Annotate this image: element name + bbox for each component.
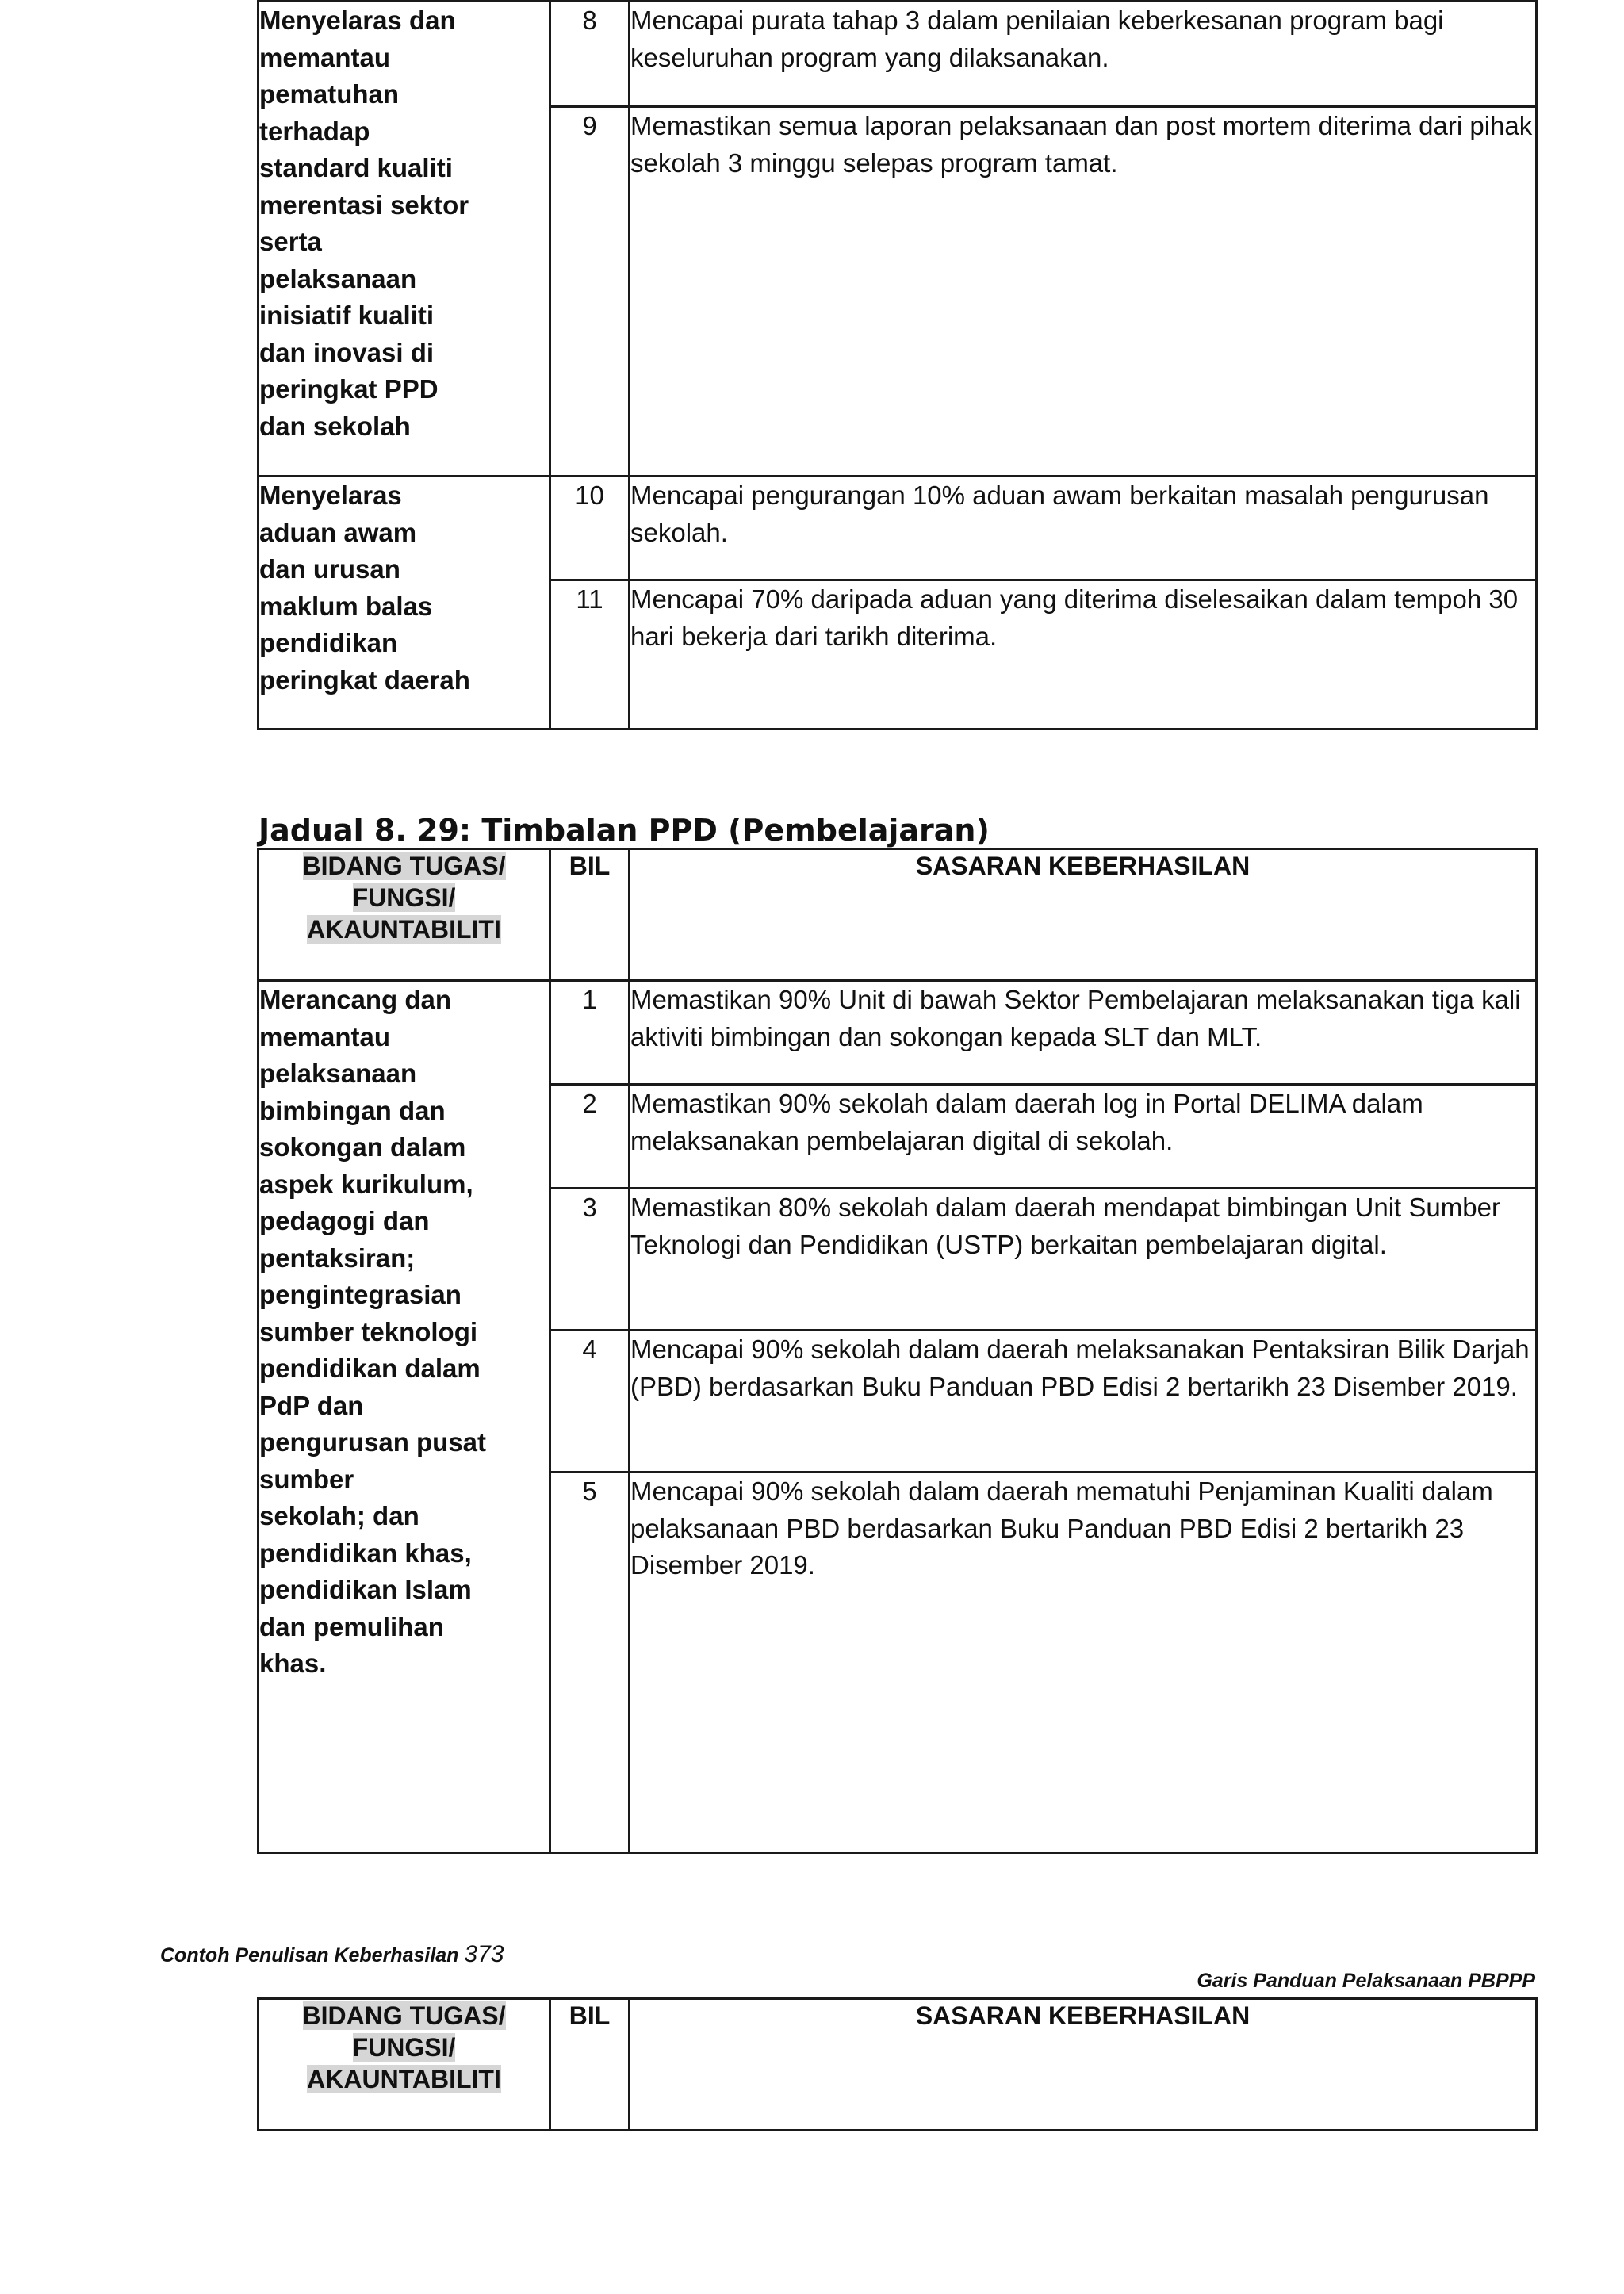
bil-cell: 2 bbox=[550, 1085, 630, 1189]
header-area-line: AKAUNTABILITI bbox=[307, 915, 501, 944]
header-area-line: FUNGSI/ bbox=[352, 2033, 456, 2062]
bil-cell: 4 bbox=[550, 1331, 630, 1473]
target-cell: Mencapai 90% sekolah dalam daerah mematuhi Penjaminan Kualiti dalam pelaksanaan PBD berdasarkan Buku Panduan PBD Edisi 2 bertarikh 23 Disember 2019. bbox=[630, 1473, 1537, 1853]
header-area-line: BIDANG TUGAS/ bbox=[302, 852, 506, 880]
target-cell: Memastikan 90% sekolah dalam daerah log in Portal DELIMA dalam melaksanakan pembelajaran digital di sekolah. bbox=[630, 1085, 1537, 1189]
area-cell: Merancang dan memantau pelaksanaan bimbingan dan sokongan dalam aspek kurikulum, pedagogi dan pentaksiran; pengintegrasian sumber teknologi pendidikan dalam PdP dan pengurusan pusat sumber sekolah; dan pendidikan khas, pendidikan Islam dan pemulihan khas. bbox=[259, 981, 550, 1853]
header-bil: BIL bbox=[550, 1999, 630, 2131]
header-area bbox=[259, 1999, 550, 2131]
target-cell: Memastikan 90% Unit di bawah Sektor Pembelajaran melaksanakan tiga kali aktiviti bimbingan dan sokongan kepada SLT dan MLT. bbox=[630, 981, 1537, 1085]
bil-cell: 1 bbox=[550, 981, 630, 1085]
header-target: SASARAN KEBERHASILAN bbox=[630, 849, 1537, 981]
header-area bbox=[259, 849, 550, 981]
bil-cell: 8 bbox=[550, 2, 630, 107]
bil-cell: 11 bbox=[550, 580, 630, 730]
target-cell: Mencapai pengurangan 10% aduan awam berkaitan masalah pengurusan sekolah. bbox=[630, 477, 1537, 580]
area-cell: Menyelaras aduan awam dan urusan maklum balas pendidikan peringkat daerah bbox=[259, 477, 550, 730]
table-row bbox=[259, 981, 1537, 1085]
header-area-line: BIDANG TUGAS/ bbox=[302, 2001, 506, 2030]
table-timbalan-ppd-pembelajaran bbox=[257, 848, 1538, 1854]
footer-left bbox=[160, 1941, 504, 1968]
header-bil: BIL bbox=[550, 849, 630, 981]
bil-cell: 10 bbox=[550, 477, 630, 580]
bil-cell: 5 bbox=[550, 1473, 630, 1853]
table-row bbox=[259, 477, 1537, 580]
bil-cell: 9 bbox=[550, 107, 630, 477]
table-continuation bbox=[257, 0, 1538, 730]
table-header-repeat bbox=[257, 1997, 1538, 2131]
header-area-line: FUNGSI/ bbox=[352, 883, 456, 912]
header-target: SASARAN KEBERHASILAN bbox=[630, 1999, 1537, 2131]
footer-left-label: Contoh Penulisan Keberhasilan bbox=[160, 1944, 459, 1967]
target-cell: Mencapai purata tahap 3 dalam penilaian keberkesanan program bagi keseluruhan program yang dilaksanakan. bbox=[630, 2, 1537, 107]
table-caption: Jadual 8. 29: Timbalan PPD (Pembelajaran) bbox=[259, 813, 990, 848]
header-area-line: AKAUNTABILITI bbox=[307, 2065, 501, 2093]
area-cell: Menyelaras dan memantau pematuhan terhadap standard kualiti merentasi sektor serta pelaksanaan inisiatif kualiti dan inovasi di peringkat PPD dan sekolah bbox=[259, 2, 550, 477]
target-cell: Memastikan 80% sekolah dalam daerah mendapat bimbingan Unit Sumber Teknologi dan Pendidikan (USTP) berkaitan pembelajaran digital. bbox=[630, 1189, 1537, 1331]
page-number: 373 bbox=[464, 1941, 504, 1967]
target-cell: Mencapai 70% daripada aduan yang diterima diselesaikan dalam tempoh 30 hari bekerja dari tarikh diterima. bbox=[630, 580, 1537, 730]
table-header-row bbox=[259, 1999, 1537, 2131]
table-row bbox=[259, 2, 1537, 107]
target-cell: Mencapai 90% sekolah dalam daerah melaksanakan Pentaksiran Bilik Darjah (PBD) berdasarkan Buku Panduan PBD Edisi 2 bertarikh 23 Disember 2019. bbox=[630, 1331, 1537, 1473]
bil-cell: 3 bbox=[550, 1189, 630, 1331]
footer-right-label: Garis Panduan Pelaksanaan PBPPP bbox=[1197, 1970, 1535, 1992]
target-cell: Memastikan semua laporan pelaksanaan dan post mortem diterima dari pihak sekolah 3 minggu selepas program tamat. bbox=[630, 107, 1537, 477]
table-header-row bbox=[259, 849, 1537, 981]
